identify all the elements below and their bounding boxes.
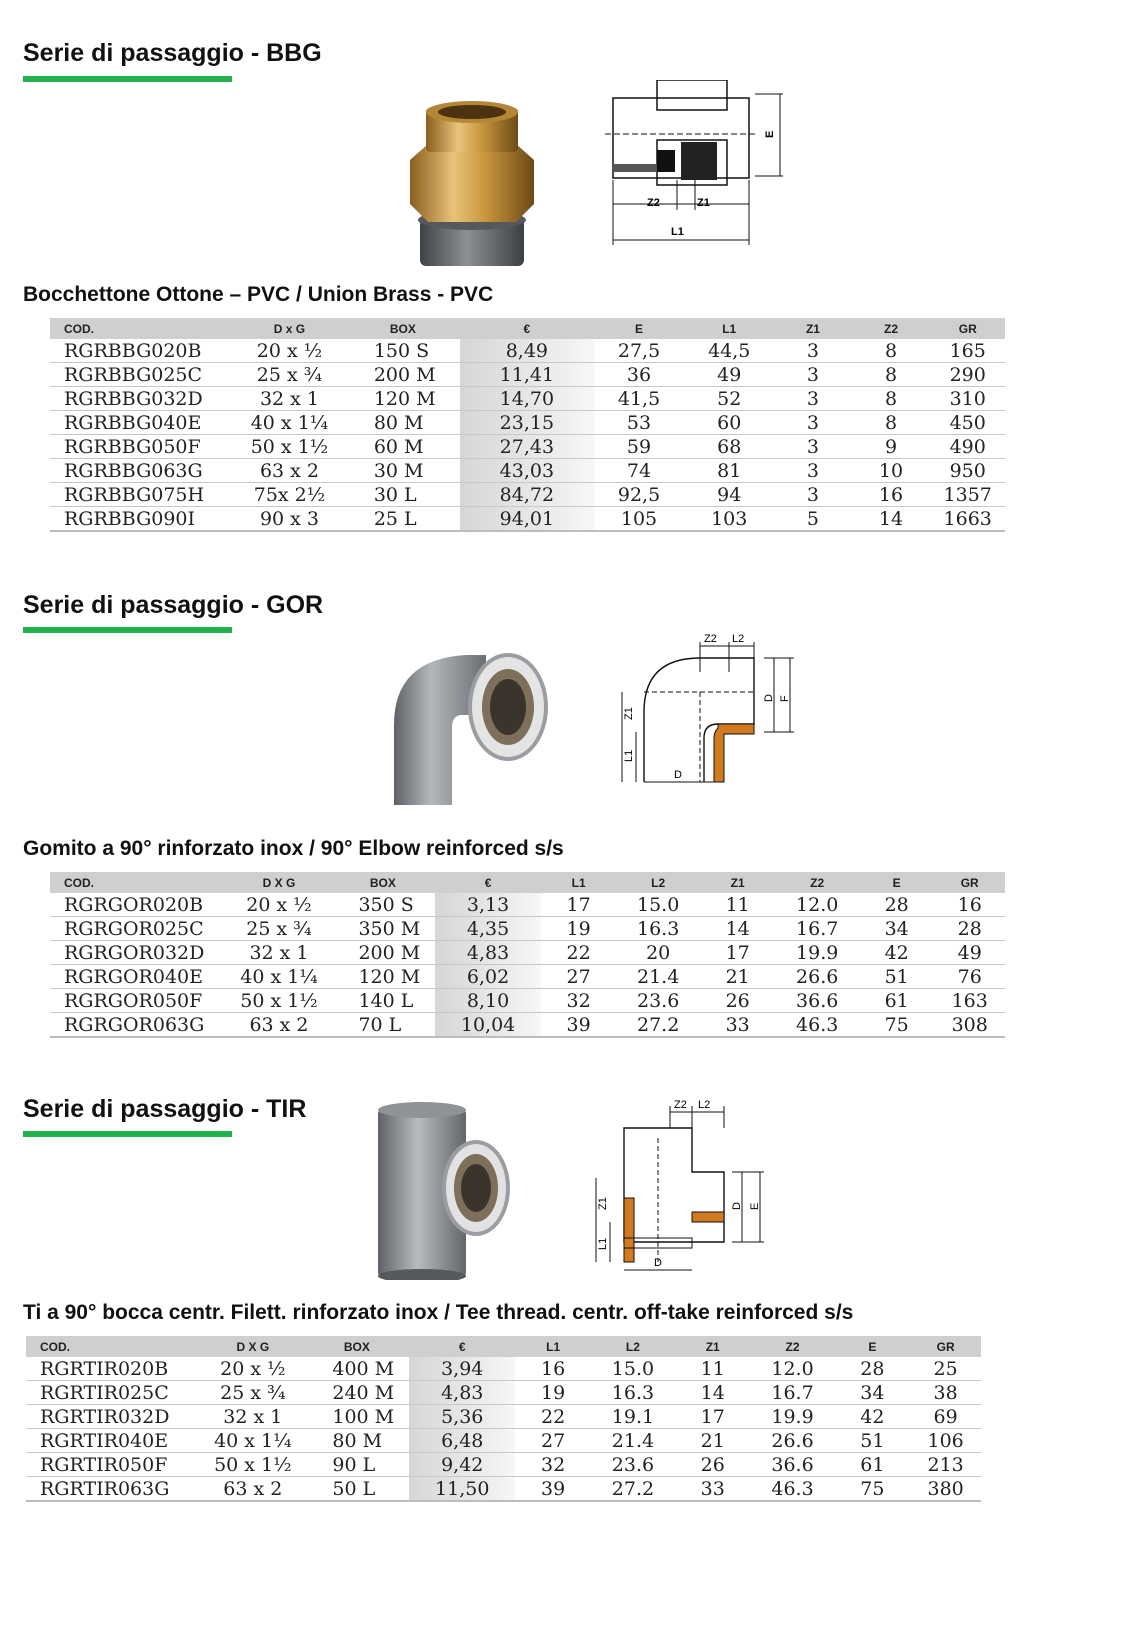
table-cell: 75 (834, 1477, 910, 1502)
table-cell: 4,35 (435, 917, 541, 941)
table-cell: 14 (700, 917, 776, 941)
table-row (50, 459, 1005, 483)
col-header: L2 (591, 1336, 675, 1357)
table-cell: 120 M (346, 387, 460, 411)
table-cell: 25 x ¾ (233, 363, 346, 387)
table-cell: 350 S (330, 893, 435, 917)
table-cell: 106 (910, 1429, 981, 1453)
col-header: GR (910, 1336, 981, 1357)
table-cell: 51 (859, 965, 935, 989)
table-cell: 36.6 (775, 989, 858, 1013)
table-cell: 19 (515, 1381, 591, 1405)
table-cell: 40 x 1¼ (233, 411, 346, 435)
table-cell: 28 (859, 893, 935, 917)
table-cell: 11,50 (409, 1477, 515, 1502)
table-row (26, 1429, 981, 1453)
col-header: E (859, 872, 935, 893)
drawing-label: Z2 (704, 633, 717, 645)
table-row (50, 893, 1005, 917)
col-header: BOX (330, 872, 435, 893)
table-cell: 16.7 (775, 917, 858, 941)
table-cell: 213 (910, 1453, 981, 1477)
table-cell: 9 (852, 435, 931, 459)
drawing-label: L1 (597, 1237, 609, 1250)
table-cell: 30 M (346, 459, 460, 483)
title-underline (23, 76, 232, 82)
table-cell: 350 M (330, 917, 435, 941)
table-row (50, 1013, 1005, 1038)
table-cell: 21.4 (591, 1429, 675, 1453)
drawing-label: Z1 (597, 1197, 609, 1210)
drawing-label: L2 (698, 1099, 711, 1111)
table-cell: 10,04 (435, 1013, 541, 1038)
table-cell: 16.3 (616, 917, 699, 941)
table-cell: 11 (700, 893, 776, 917)
table-cell: 32 x 1 (201, 1405, 304, 1429)
table-cell: 46.3 (751, 1477, 835, 1502)
table-cell: 450 (930, 411, 1005, 435)
table-cell: 19 (541, 917, 617, 941)
table-cell: 59 (594, 435, 684, 459)
table-cell: 20 x ½ (233, 339, 346, 363)
table-cell: 8,10 (435, 989, 541, 1013)
table-cell: RGRTIR032D (26, 1405, 201, 1429)
table-cell: 63 x 2 (233, 459, 346, 483)
table-row (50, 435, 1005, 459)
table-cell: 400 M (304, 1357, 409, 1381)
section-title-gor: Serie di passaggio - GOR (23, 591, 324, 619)
drawing-label: Z1 (697, 197, 710, 209)
table-cell: 21.4 (616, 965, 699, 989)
table-cell: RGRBBG040E (50, 411, 233, 435)
table-cell: 19.1 (591, 1405, 675, 1429)
table-cell: 51 (834, 1429, 910, 1453)
table-cell: 25 (910, 1357, 981, 1381)
table-cell: 26 (700, 989, 776, 1013)
table-cell: 60 M (346, 435, 460, 459)
table-cell: 5,36 (409, 1405, 515, 1429)
table-cell: 17 (700, 941, 776, 965)
table-cell: 36 (594, 363, 684, 387)
drawing-label: Z1 (623, 707, 635, 720)
elbow-technical-drawing (614, 632, 804, 792)
table-cell: 63 x 2 (201, 1477, 304, 1502)
table-cell: 120 M (330, 965, 435, 989)
col-header: COD. (50, 318, 233, 339)
table-header-row (50, 872, 1005, 893)
table-cell: 42 (859, 941, 935, 965)
col-header: D X G (201, 1336, 304, 1357)
table-cell: 81 (684, 459, 774, 483)
table-cell: 14 (852, 507, 931, 532)
drawing-label: D (763, 694, 775, 702)
table-cell: 165 (930, 339, 1005, 363)
table-cell: 61 (834, 1453, 910, 1477)
table-cell: 50 L (304, 1477, 409, 1502)
caption-gor: Gomito a 90° rinforzato inox / 90° Elbow reinforced s/s (23, 837, 564, 860)
table-cell: 44,5 (684, 339, 774, 363)
table-cell: 46.3 (775, 1013, 858, 1038)
table-cell: 39 (541, 1013, 617, 1038)
table-cell: RGRBBG063G (50, 459, 233, 483)
table-cell: 8 (852, 387, 931, 411)
drawing-label: D (731, 1202, 743, 1210)
table-cell: 3 (774, 435, 851, 459)
table-cell: 26 (675, 1453, 751, 1477)
table-cell: 69 (910, 1405, 981, 1429)
table-cell: 34 (834, 1381, 910, 1405)
table-cell: 15.0 (616, 893, 699, 917)
table-cell: 90 L (304, 1453, 409, 1477)
table-cell: RGRGOR063G (50, 1013, 228, 1038)
table-cell: 1357 (930, 483, 1005, 507)
spec-table-bbg (50, 318, 1005, 532)
table-cell: 27.2 (591, 1477, 675, 1502)
col-header: L1 (515, 1336, 591, 1357)
table-cell: 34 (859, 917, 935, 941)
table-cell: 103 (684, 507, 774, 532)
col-header: D X G (228, 872, 331, 893)
table-cell: 3 (774, 387, 851, 411)
table-row (50, 363, 1005, 387)
col-header: Z2 (775, 872, 858, 893)
table-cell: 16 (515, 1357, 591, 1381)
table-cell: 163 (934, 989, 1005, 1013)
table-cell: 1663 (930, 507, 1005, 532)
table-cell: 49 (934, 941, 1005, 965)
table-cell: RGRGOR040E (50, 965, 228, 989)
table-cell: 33 (675, 1477, 751, 1502)
table-row (50, 965, 1005, 989)
col-header: € (460, 318, 594, 339)
table-cell: 19.9 (775, 941, 858, 965)
table-row (26, 1381, 981, 1405)
drawing-label: D (674, 769, 682, 781)
table-cell: 23,15 (460, 411, 594, 435)
col-header: L2 (616, 872, 699, 893)
table-cell: 20 x ½ (201, 1357, 304, 1381)
table-cell: RGRBBG050F (50, 435, 233, 459)
table-header-row (50, 318, 1005, 339)
table-cell: 94,01 (460, 507, 594, 532)
table-cell: 310 (930, 387, 1005, 411)
table-cell: 490 (930, 435, 1005, 459)
table-cell: 3 (774, 483, 851, 507)
table-row (50, 989, 1005, 1013)
table-cell: 10 (852, 459, 931, 483)
col-header: BOX (304, 1336, 409, 1357)
table-cell: 84,72 (460, 483, 594, 507)
table-row (26, 1357, 981, 1381)
table-cell: 12.0 (751, 1357, 835, 1381)
table-row (26, 1477, 981, 1502)
table-cell: RGRGOR032D (50, 941, 228, 965)
table-cell: 49 (684, 363, 774, 387)
table-cell: 8 (852, 411, 931, 435)
col-header: GR (934, 872, 1005, 893)
table-cell: 4,83 (409, 1381, 515, 1405)
union-technical-drawing (605, 80, 815, 258)
table-cell: 25 x ¾ (228, 917, 331, 941)
table-cell: RGRBBG075H (50, 483, 233, 507)
drawing-label: F (779, 695, 791, 702)
table-cell: 32 x 1 (233, 387, 346, 411)
table-cell: 42 (834, 1405, 910, 1429)
table-cell: 40 x 1¼ (201, 1429, 304, 1453)
table-cell: RGRBBG025C (50, 363, 233, 387)
table-cell: 20 (616, 941, 699, 965)
drawing-label: L1 (671, 226, 684, 238)
table-cell: 8 (852, 339, 931, 363)
table-cell: 290 (930, 363, 1005, 387)
table-row (26, 1405, 981, 1429)
pvc-tee-photo (374, 1100, 514, 1280)
table-cell: 21 (700, 965, 776, 989)
table-row (26, 1453, 981, 1477)
table-cell: 380 (910, 1477, 981, 1502)
table-cell: 100 M (304, 1405, 409, 1429)
pvc-elbow-photo (390, 645, 550, 805)
table-cell: 3 (774, 363, 851, 387)
tee-technical-drawing (584, 1098, 784, 1278)
table-cell: 50 x 1½ (233, 435, 346, 459)
table-cell: 92,5 (594, 483, 684, 507)
table-cell: 41,5 (594, 387, 684, 411)
table-cell: 28 (934, 917, 1005, 941)
table-cell: 43,03 (460, 459, 594, 483)
table-cell: 8,49 (460, 339, 594, 363)
table-cell: RGRTIR020B (26, 1357, 201, 1381)
table-cell: 22 (515, 1405, 591, 1429)
table-cell: 90 x 3 (233, 507, 346, 532)
table-cell: 26.6 (751, 1429, 835, 1453)
table-cell: 68 (684, 435, 774, 459)
table-cell: 63 x 2 (228, 1013, 331, 1038)
table-cell: 38 (910, 1381, 981, 1405)
spec-table-tir (26, 1336, 981, 1502)
table-cell: 105 (594, 507, 684, 532)
table-cell: 50 x 1½ (228, 989, 331, 1013)
table-cell: 20 x ½ (228, 893, 331, 917)
table-cell: RGRGOR050F (50, 989, 228, 1013)
table-cell: 3,13 (435, 893, 541, 917)
table-cell: 25 x ¾ (201, 1381, 304, 1405)
col-header: Z2 (852, 318, 931, 339)
table-cell: 12.0 (775, 893, 858, 917)
table-cell: 6,02 (435, 965, 541, 989)
col-header: Z1 (675, 1336, 751, 1357)
spec-table-body (50, 893, 1005, 1037)
table-cell: 14,70 (460, 387, 594, 411)
col-header: COD. (50, 872, 228, 893)
table-cell: 32 x 1 (228, 941, 331, 965)
table-cell: 16.7 (751, 1381, 835, 1405)
table-cell: 75x 2½ (233, 483, 346, 507)
table-cell: 60 (684, 411, 774, 435)
table-cell: 76 (934, 965, 1005, 989)
table-cell: 8 (852, 363, 931, 387)
table-cell: 23.6 (616, 989, 699, 1013)
table-cell: 21 (675, 1429, 751, 1453)
table-cell: 240 M (304, 1381, 409, 1405)
spec-table-gor (50, 872, 1005, 1038)
table-cell: 39 (515, 1477, 591, 1502)
brass-union-photo (388, 100, 558, 268)
table-row (50, 387, 1005, 411)
table-cell: 61 (859, 989, 935, 1013)
spec-table-body (26, 1357, 981, 1501)
table-cell: 26.6 (775, 965, 858, 989)
title-underline (23, 627, 232, 633)
table-cell: 19.9 (751, 1405, 835, 1429)
table-cell: 140 L (330, 989, 435, 1013)
col-header: Z1 (774, 318, 851, 339)
drawing-label: D (654, 1257, 662, 1269)
col-header: L1 (684, 318, 774, 339)
table-cell: 3,94 (409, 1357, 515, 1381)
table-cell: 3 (774, 339, 851, 363)
table-cell: 70 L (330, 1013, 435, 1038)
table-cell: 200 M (346, 363, 460, 387)
table-cell: 50 x 1½ (201, 1453, 304, 1477)
table-cell: 27,43 (460, 435, 594, 459)
table-row (50, 917, 1005, 941)
caption-bbg: Bocchettone Ottone – PVC / Union Brass - PVC (23, 283, 494, 306)
drawing-label: L2 (732, 633, 745, 645)
col-header: E (834, 1336, 910, 1357)
table-cell: RGRBBG090I (50, 507, 233, 532)
table-cell: RGRGOR025C (50, 917, 228, 941)
table-cell: 3 (774, 411, 851, 435)
table-cell: RGRGOR020B (50, 893, 228, 917)
table-cell: 4,83 (435, 941, 541, 965)
table-cell: 17 (675, 1405, 751, 1429)
table-cell: 150 S (346, 339, 460, 363)
col-header: € (409, 1336, 515, 1357)
table-cell: RGRBBG032D (50, 387, 233, 411)
table-cell: 9,42 (409, 1453, 515, 1477)
table-row (50, 507, 1005, 532)
table-row (50, 483, 1005, 507)
table-cell: RGRTIR025C (26, 1381, 201, 1405)
col-header: D x G (233, 318, 346, 339)
table-cell: 14 (675, 1381, 751, 1405)
table-row (50, 941, 1005, 965)
table-cell: 30 L (346, 483, 460, 507)
col-header: GR (930, 318, 1005, 339)
table-cell: 33 (700, 1013, 776, 1038)
table-cell: 16.3 (591, 1381, 675, 1405)
table-cell: RGRTIR040E (26, 1429, 201, 1453)
table-cell: 17 (541, 893, 617, 917)
col-header: Z1 (700, 872, 776, 893)
table-cell: 27 (541, 965, 617, 989)
col-header: € (435, 872, 541, 893)
col-header: E (594, 318, 684, 339)
drawing-label: Z2 (647, 197, 660, 209)
table-cell: 11 (675, 1357, 751, 1381)
table-cell: 3 (774, 459, 851, 483)
table-cell: 80 M (304, 1429, 409, 1453)
section-title-bbg: Serie di passaggio - BBG (23, 39, 322, 67)
table-cell: 16 (934, 893, 1005, 917)
table-cell: 6,48 (409, 1429, 515, 1453)
caption-tir: Ti a 90° bocca centr. Filett. rinforzato inox / Tee thread. centr. off-take reinforced s/s (23, 1301, 854, 1324)
table-cell: 27.2 (616, 1013, 699, 1038)
table-cell: 32 (541, 989, 617, 1013)
table-cell: 27,5 (594, 339, 684, 363)
table-cell: 23.6 (591, 1453, 675, 1477)
drawing-label: L1 (623, 749, 635, 762)
table-header-row (26, 1336, 981, 1357)
title-underline (23, 1131, 232, 1137)
table-cell: 40 x 1¼ (228, 965, 331, 989)
table-row (50, 411, 1005, 435)
table-cell: 53 (594, 411, 684, 435)
table-cell: 5 (774, 507, 851, 532)
table-cell: 950 (930, 459, 1005, 483)
table-cell: 80 M (346, 411, 460, 435)
table-cell: 22 (541, 941, 617, 965)
drawing-label: E (764, 130, 776, 138)
drawing-label: Z2 (674, 1099, 687, 1111)
table-cell: 27 (515, 1429, 591, 1453)
drawing-label: E (749, 1202, 761, 1210)
table-cell: 94 (684, 483, 774, 507)
col-header: L1 (541, 872, 617, 893)
table-cell: 75 (859, 1013, 935, 1038)
table-cell: RGRTIR050F (26, 1453, 201, 1477)
table-cell: 15.0 (591, 1357, 675, 1381)
col-header: BOX (346, 318, 460, 339)
table-cell: 200 M (330, 941, 435, 965)
table-cell: 25 L (346, 507, 460, 532)
table-cell: 36.6 (751, 1453, 835, 1477)
table-row (50, 339, 1005, 363)
table-cell: RGRTIR063G (26, 1477, 201, 1502)
table-cell: 16 (852, 483, 931, 507)
table-cell: 28 (834, 1357, 910, 1381)
table-cell: RGRBBG020B (50, 339, 233, 363)
table-cell: 32 (515, 1453, 591, 1477)
spec-table-body (50, 339, 1005, 531)
table-cell: 11,41 (460, 363, 594, 387)
col-header: COD. (26, 1336, 201, 1357)
table-cell: 308 (934, 1013, 1005, 1038)
table-cell: 74 (594, 459, 684, 483)
section-title-tir: Serie di passaggio - TIR (23, 1095, 307, 1123)
table-cell: 52 (684, 387, 774, 411)
col-header: Z2 (751, 1336, 835, 1357)
